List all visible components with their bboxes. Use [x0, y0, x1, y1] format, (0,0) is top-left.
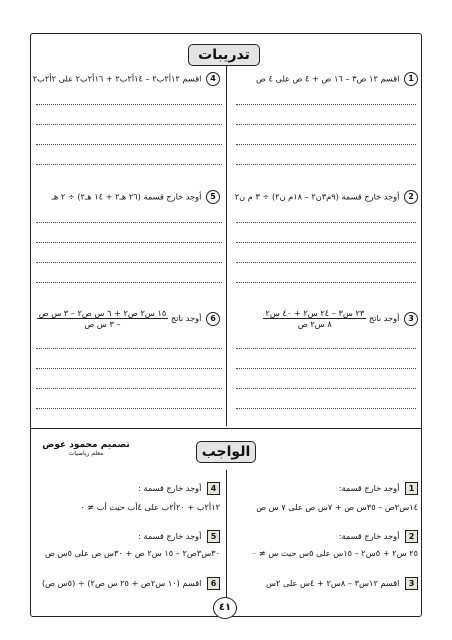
answer-line — [36, 408, 222, 409]
exercise-number: 1 — [404, 72, 418, 86]
answer-line — [236, 124, 416, 125]
exercise-2 — [235, 190, 418, 204]
answer-line — [36, 164, 222, 165]
exercise-5 — [52, 190, 220, 204]
answer-line — [36, 104, 222, 105]
answer-line — [236, 262, 416, 263]
answer-line — [36, 124, 222, 125]
answer-line — [236, 368, 416, 369]
exercise-number: 2 — [404, 190, 418, 204]
fraction-numerator: ٢٣ س٣ – ٢٤ س٢ + ٤٠ س٢ — [265, 308, 365, 318]
homework-title-text: أوجد خارج قسمة: — [338, 483, 400, 493]
logo-prefix: تصميم — [100, 440, 130, 450]
homework-title: الواجب — [196, 441, 256, 463]
homework-text: اقسم ١٢س٣ – ٨س٢ + ٤س على ٢س — [266, 578, 400, 588]
answer-line — [36, 242, 222, 243]
homework-number: 4 — [207, 482, 220, 495]
exercise-3 — [263, 308, 418, 329]
homework-1 — [339, 482, 418, 495]
answer-line — [36, 144, 222, 145]
exercise-number: 5 — [206, 190, 220, 204]
homework-title-text: أوجد خارج قسمة: — [338, 531, 400, 541]
section-divider — [30, 428, 422, 429]
answer-line — [236, 164, 416, 165]
answer-line — [236, 388, 416, 389]
exercise-1 — [256, 72, 418, 86]
homework-number: 1 — [405, 482, 418, 495]
homework-title-text: أوجد خارج قسمة : — [138, 531, 202, 541]
answer-line — [236, 242, 416, 243]
exercise-label: أوجد ناتج — [170, 313, 202, 323]
homework-text: اقسم (١٠ س٢ص + ٢٥ س ص٢) ÷ (٥س ص) — [41, 578, 202, 588]
homework-4 — [138, 482, 220, 495]
fraction-denominator: – ٣ س ص — [84, 319, 121, 329]
homework-1-body: ١٤س٢ص – ٣٥س ص + ٧س ص على ٧ س ص — [256, 502, 418, 512]
exercise-6 — [37, 308, 220, 329]
answer-line — [36, 368, 222, 369]
homework-number: 6 — [207, 577, 220, 590]
exercise-4 — [33, 72, 220, 86]
answer-line — [236, 144, 416, 145]
homework-4-body: ١٢أ٢ب + ٢٠أ٢ب على ٤أب حيث أب ≠ ٠ — [80, 502, 220, 512]
homework-5-body: ٣٠س٣ص٢ – ١٥ س٢ ص + ٣٠س ص على ٥س ص — [44, 548, 220, 558]
answer-line — [36, 282, 222, 283]
homework-number: 2 — [405, 530, 418, 543]
answer-line — [236, 408, 416, 409]
answer-line — [36, 262, 222, 263]
homework-5 — [138, 530, 220, 543]
answer-line — [236, 104, 416, 105]
logo-name — [40, 440, 132, 450]
designer-logo — [40, 440, 132, 466]
answer-line — [236, 348, 416, 349]
exercise-text: أوجد خارج قسمة (٢٦ هـ٢ + ١٤ هـ٢) ÷ ٢ هـ — [51, 191, 202, 202]
answer-line — [36, 348, 222, 349]
logo-subtitle: معلم رياضيات — [68, 450, 104, 457]
exercise-number: 6 — [206, 312, 220, 326]
homework-3 — [266, 577, 418, 590]
homework-column-divider — [226, 470, 227, 610]
exercise-number: 4 — [206, 72, 220, 86]
fraction-denominator: ٨ س٢ ص — [297, 319, 332, 329]
homework-2 — [339, 530, 418, 543]
exercise-fraction — [37, 308, 169, 329]
exercise-text: أوجد خارج قسمة (٩م٣ن٢ – ١٨م ن٢) ÷ ٣ م ن٢ — [234, 191, 400, 202]
column-divider — [226, 66, 227, 426]
page-number: ٤١ — [213, 597, 237, 619]
exercise-text: اقسم ١٢ ص٣ – ١٦ ص + ٤ ص على ٤ ص — [255, 73, 400, 84]
answer-line — [36, 222, 222, 223]
homework-number: 3 — [405, 577, 418, 590]
homework-title-text: أوجد خارج قسمة : — [138, 483, 202, 493]
answer-line — [236, 222, 416, 223]
logo-author: محمود عوض — [42, 440, 98, 450]
exercise-number: 3 — [404, 312, 418, 326]
fraction-numerator: ١٥ س٢ ص٢ + ٦ س ص٢ – ٣ س ص — [38, 308, 167, 318]
section-title: تدريبات — [188, 44, 260, 66]
answer-line — [36, 388, 222, 389]
homework-number: 5 — [207, 530, 220, 543]
exercise-text: اقسم ١٢أ٢ب٢ – ١٤أ٢ب٢ + ١٦أ٢ب٢ على ٢أ٢ب٢ — [32, 73, 202, 84]
exercise-label: أوجد ناتج — [368, 313, 400, 323]
answer-line — [236, 282, 416, 283]
homework-6 — [42, 577, 220, 590]
exercise-fraction — [263, 308, 366, 329]
homework-2-body: ٢٥ س٢ + ٥س٢ – ١٥س على ٥س حيث س ≠ ٠ — [251, 548, 418, 558]
